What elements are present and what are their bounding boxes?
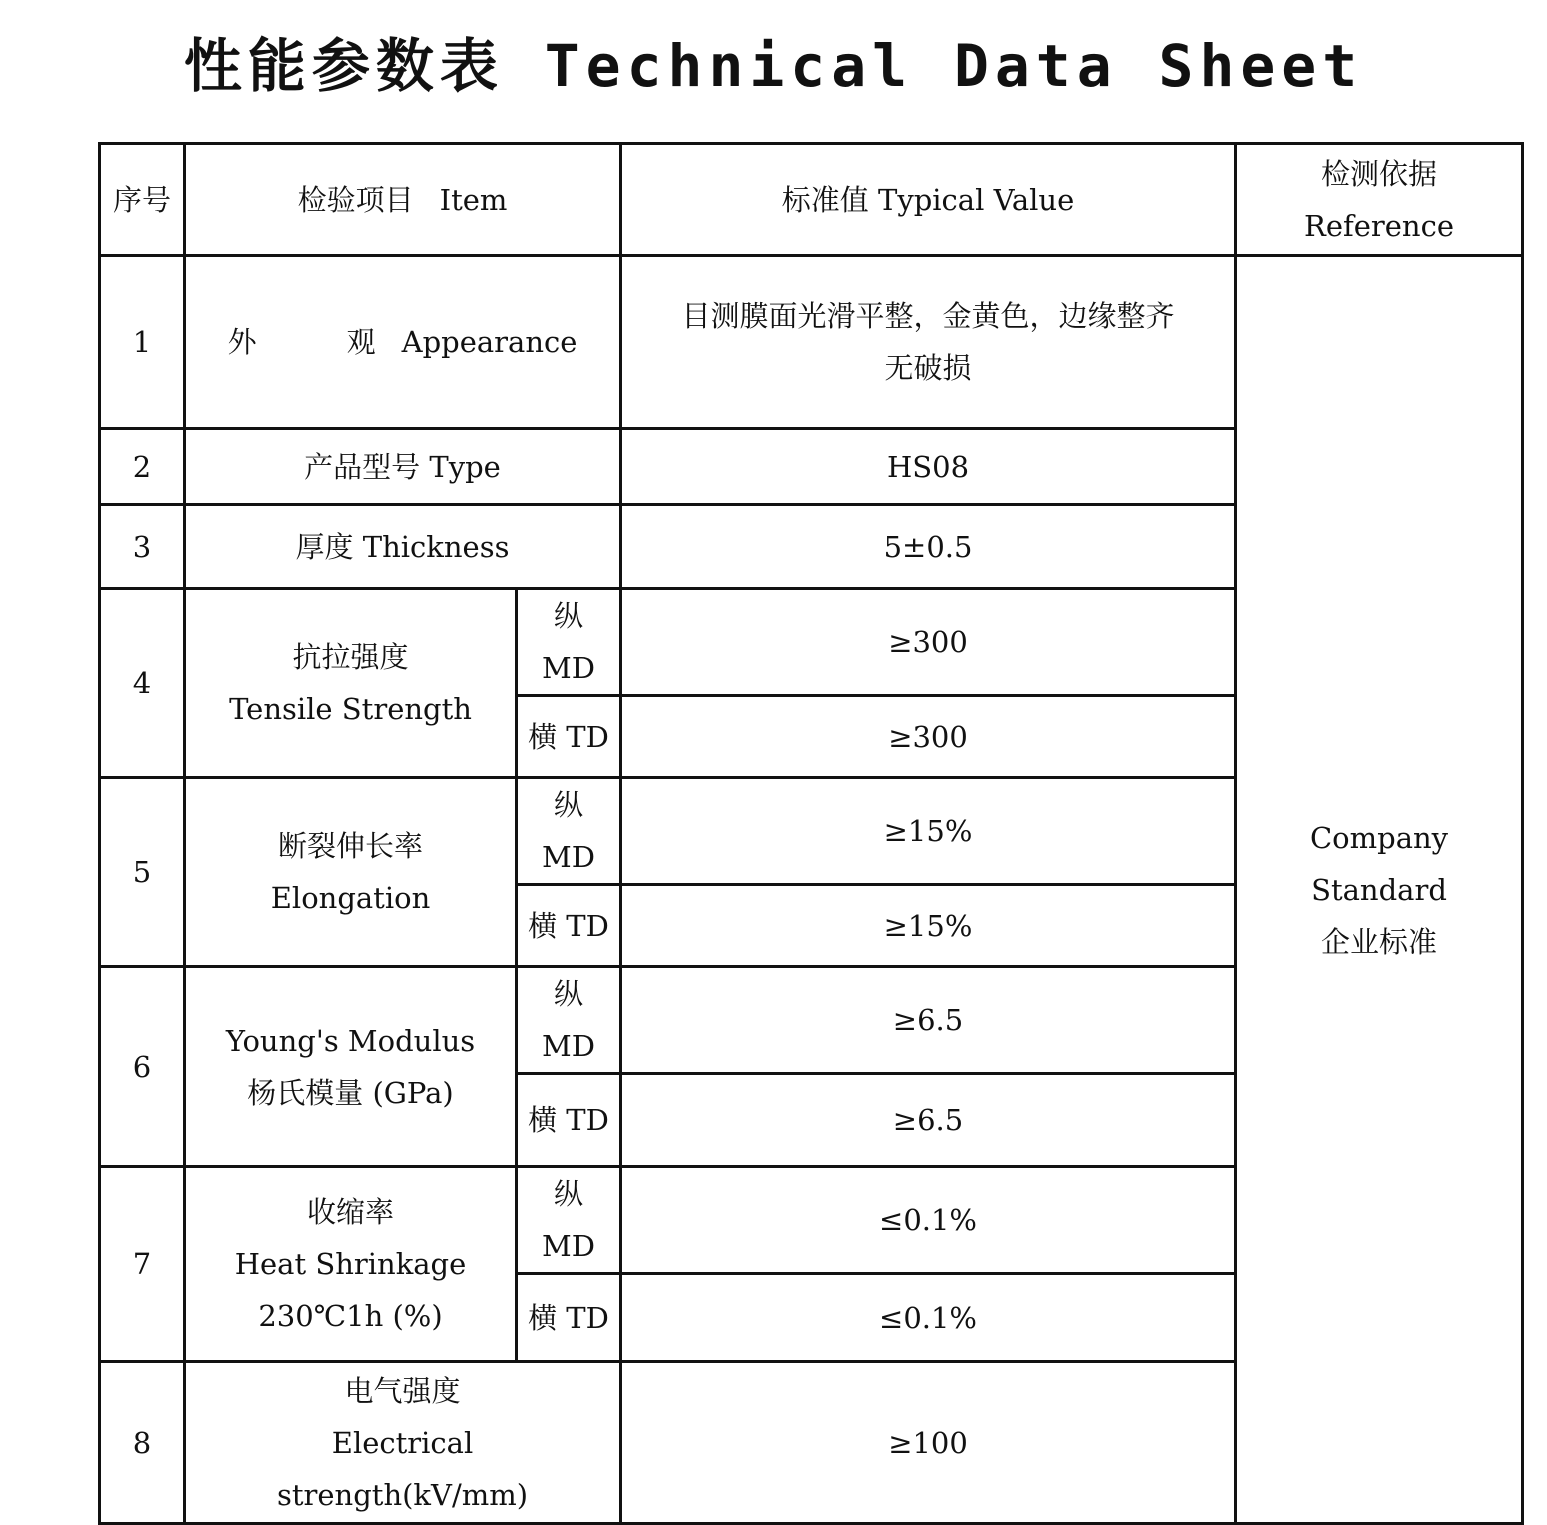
direction-td: 横 TD [517, 885, 621, 967]
value-cell: ≥300 [621, 696, 1236, 778]
value-cell: ≥300 [621, 589, 1236, 696]
item-cell: 收缩率 Heat Shrinkage 230℃1h (%) [185, 1167, 517, 1362]
value-cell: ≤0.1% [621, 1167, 1236, 1274]
item-cell: 电气强度 Electrical strength(kV/mm) [185, 1362, 621, 1524]
row-number: 2 [100, 429, 185, 505]
direction-md: 纵 MD [517, 589, 621, 696]
direction-md: 纵 MD [517, 1167, 621, 1274]
item-cell: 抗拉强度 Tensile Strength [185, 589, 517, 778]
value-cell: ≥15% [621, 885, 1236, 967]
reference-cell: Company Standard 企业标准 [1236, 256, 1523, 1524]
item-cell: 产品型号 Type [185, 429, 621, 505]
header-item-en: Item [439, 182, 508, 217]
direction-md: 纵 MD [517, 778, 621, 885]
value-cell: HS08 [621, 429, 1236, 505]
header-reference-cn: 检测依据 [1321, 156, 1438, 191]
header-no: 序号 [100, 144, 185, 256]
header-reference-en: Reference [1304, 208, 1455, 243]
value-cell: 目测膜面光滑平整，金黄色，边缘整齐 无破损 [621, 256, 1236, 429]
row-number: 8 [100, 1362, 185, 1524]
item-cell: Young's Modulus 杨氏模量 (GPa) [185, 967, 517, 1167]
table-row [100, 256, 1523, 429]
item-cell: 断裂伸长率 Elongation [185, 778, 517, 967]
row-number: 3 [100, 505, 185, 589]
value-cell: ≥6.5 [621, 967, 1236, 1074]
direction-md: 纵 MD [517, 967, 621, 1074]
direction-td: 横 TD [517, 1074, 621, 1167]
row-number: 5 [100, 778, 185, 967]
header-reference [1236, 144, 1523, 256]
value-cell: ≥100 [621, 1362, 1236, 1524]
value-cell: 5±0.5 [621, 505, 1236, 589]
row-number: 6 [100, 967, 185, 1167]
row-number: 4 [100, 589, 185, 778]
item-cell: 厚度 Thickness [185, 505, 621, 589]
header-value: 标准值 Typical Value [621, 144, 1236, 256]
value-cell: ≥6.5 [621, 1074, 1236, 1167]
header-row [100, 144, 1523, 256]
direction-td: 横 TD [517, 1274, 621, 1362]
header-item [185, 144, 621, 256]
value-cell: ≤0.1% [621, 1274, 1236, 1362]
technical-data-table [98, 142, 1524, 1525]
row-number: 7 [100, 1167, 185, 1362]
page-title: 性能参数表 Technical Data Sheet [183, 32, 1364, 100]
header-item-cn: 检验项目 [297, 182, 414, 217]
value-cell: ≥15% [621, 778, 1236, 885]
direction-td: 横 TD [517, 696, 621, 778]
row-number: 1 [100, 256, 185, 429]
item-cell: 外 观 Appearance [185, 256, 621, 429]
